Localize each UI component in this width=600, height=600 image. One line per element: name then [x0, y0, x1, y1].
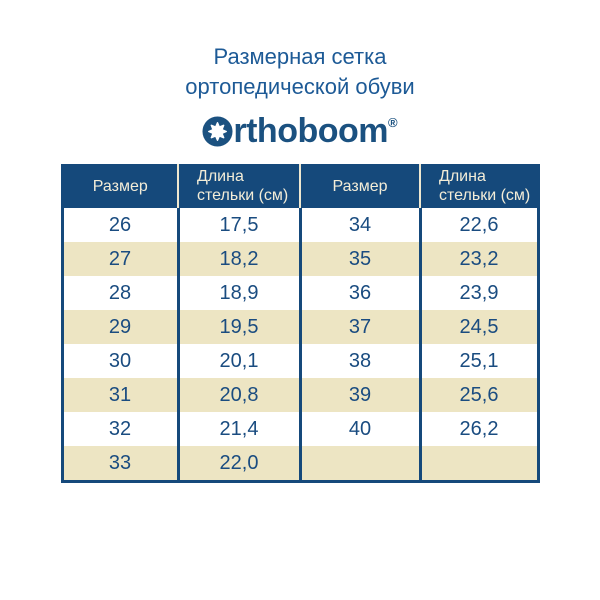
table-cell: 20,1: [178, 344, 300, 378]
table-row: [62, 378, 538, 412]
table-cell: [420, 446, 538, 482]
table-cell: 25,6: [420, 378, 538, 412]
table-cell: 18,2: [178, 242, 300, 276]
table-cell: 22,0: [178, 446, 300, 482]
registered-trademark-icon: ®: [388, 115, 398, 130]
table-cell: 24,5: [420, 310, 538, 344]
table-cell: [300, 446, 420, 482]
table-cell: 20,8: [178, 378, 300, 412]
table-cell: 19,5: [178, 310, 300, 344]
table-row: [62, 242, 538, 276]
table-cell: 28: [62, 276, 178, 310]
table-cell: 26,2: [420, 412, 538, 446]
table-cell: 23,9: [420, 276, 538, 310]
table-row: [62, 310, 538, 344]
page-title: [0, 0, 600, 102]
table-cell: 18,9: [178, 276, 300, 310]
header-cell: Длина стельки (см): [420, 164, 538, 208]
table-row: [62, 276, 538, 310]
size-table: [61, 164, 540, 483]
table-row: [62, 412, 538, 446]
starburst-icon: [202, 116, 233, 147]
table-cell: 26: [62, 208, 178, 242]
table-cell: 31: [62, 378, 178, 412]
table-cell: 39: [300, 378, 420, 412]
table-cell: 32: [62, 412, 178, 446]
table-cell: 27: [62, 242, 178, 276]
brand-logo-text: rthoboom: [233, 112, 389, 150]
table-cell: 25,1: [420, 344, 538, 378]
size-table-body: [62, 208, 538, 482]
table-cell: 17,5: [178, 208, 300, 242]
table-cell: 22,6: [420, 208, 538, 242]
header-cell: Размер: [62, 164, 178, 208]
table-row: [62, 344, 538, 378]
table-cell: 35: [300, 242, 420, 276]
table-cell: 33: [62, 446, 178, 482]
table-cell: 34: [300, 208, 420, 242]
table-cell: 37: [300, 310, 420, 344]
table-cell: 36: [300, 276, 420, 310]
table-cell: 40: [300, 412, 420, 446]
table-cell: 29: [62, 310, 178, 344]
table-cell: 23,2: [420, 242, 538, 276]
header-cell: Длина стельки (см): [178, 164, 300, 208]
page-title-line2: ортопедической обуви: [185, 74, 415, 99]
table-cell: 21,4: [178, 412, 300, 446]
table-row: [62, 446, 538, 482]
brand-logo: [0, 114, 600, 148]
page-title-line1: Размерная сетка: [213, 44, 387, 69]
table-cell: 30: [62, 344, 178, 378]
header-cell: Размер: [300, 164, 420, 208]
table-row: [62, 208, 538, 242]
table-cell: 38: [300, 344, 420, 378]
header-row: [62, 164, 538, 208]
size-table-header: [62, 164, 538, 208]
